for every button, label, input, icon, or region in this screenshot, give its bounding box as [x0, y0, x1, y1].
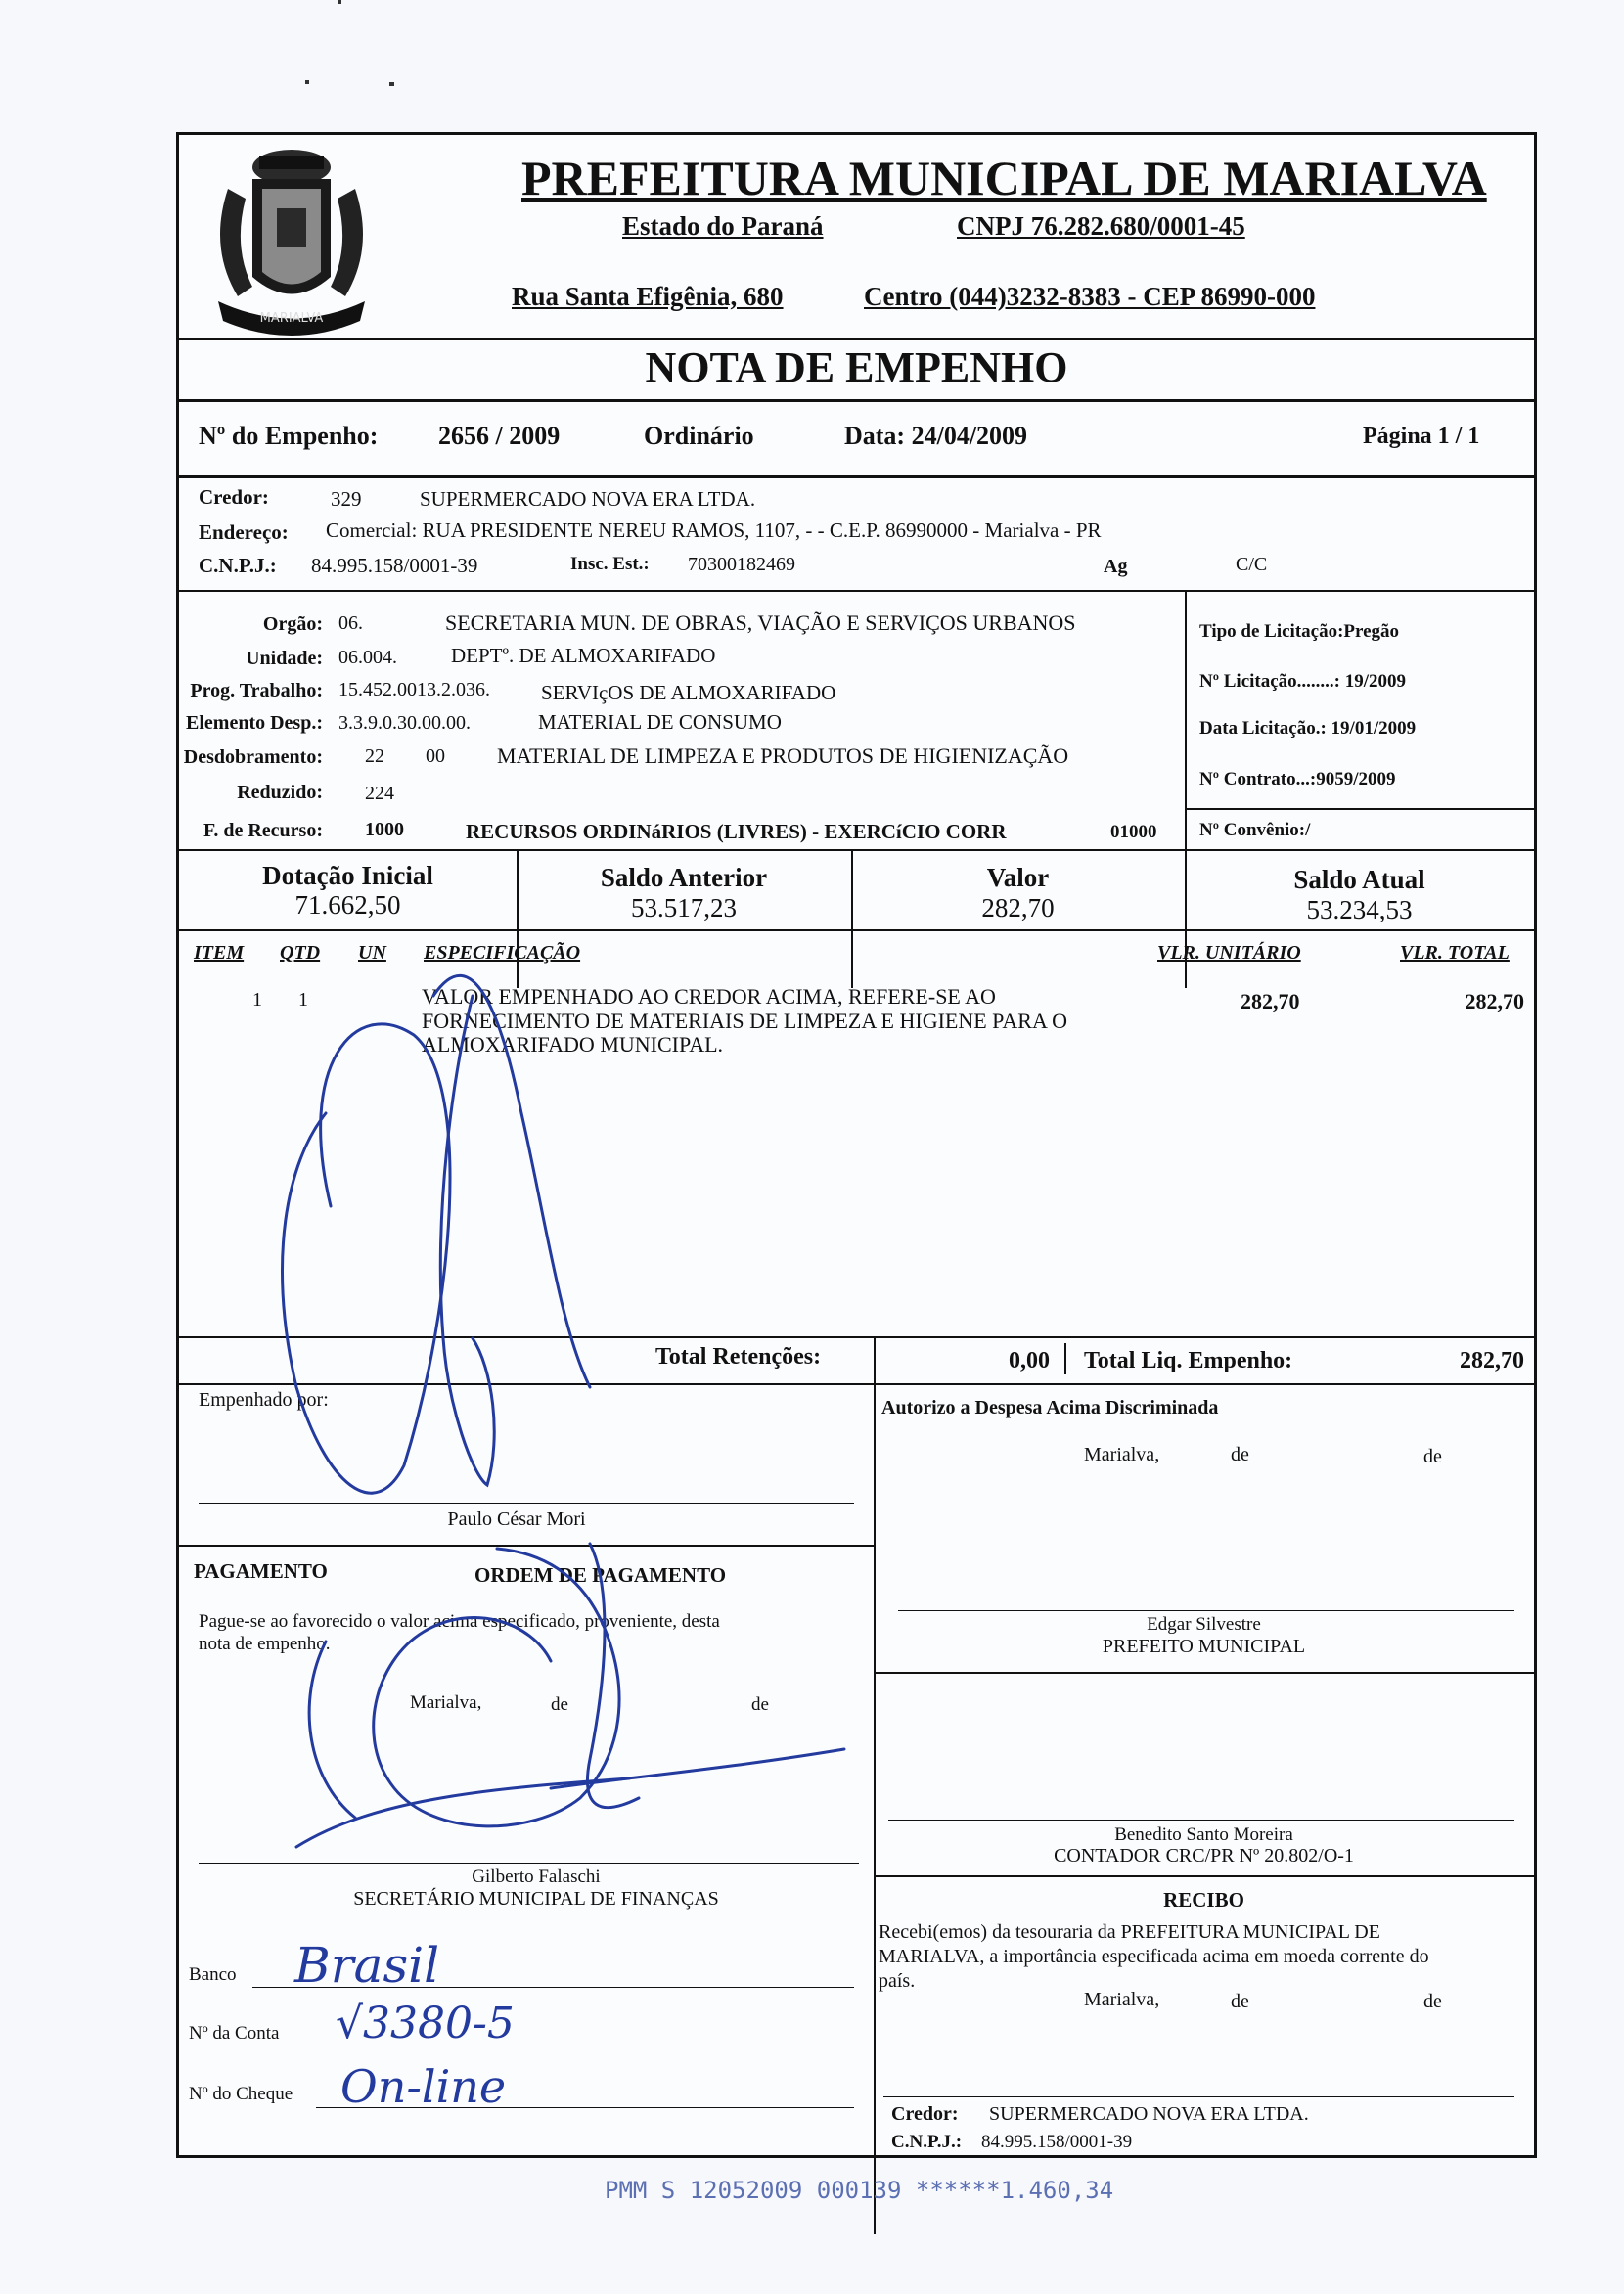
recurso-code-2: 01000 — [1110, 822, 1157, 842]
prefeito-role: PREFEITO MUNICIPAL — [1102, 1636, 1306, 1657]
item-qtd: 1 — [298, 989, 308, 1011]
contact-header: Centro (044)3232-8383 - CEP 86990-000 — [864, 282, 1316, 311]
licitacao-tipo: Tipo de Licitação:Pregão — [1199, 621, 1400, 642]
dotacao-inicial-value: 71.662,50 — [294, 890, 401, 920]
desdobramento-code: 22 — [365, 745, 384, 767]
saldo-atual-value: 53.234,53 — [1306, 895, 1413, 924]
svg-text:MARIALVA: MARIALVA — [259, 311, 324, 326]
total-liquido-label: Total Liq. Empenho: — [1084, 1348, 1293, 1373]
desdobramento-subcode: 00 — [426, 745, 445, 767]
orgao-name: SECRETARIA MUN. DE OBRAS, VIAÇÃO E SERVIÇOS URBANOS — [445, 610, 1076, 635]
col-header-un: UN — [358, 942, 386, 964]
document-title: NOTA DE EMPENHO — [645, 343, 1068, 391]
insc-label: Insc. Est.: — [570, 554, 650, 574]
prog-name: SERVIçOS DE ALMOXARIFADO — [541, 681, 836, 704]
recurso-label: F. de Recurso: — [203, 820, 323, 841]
pagamento-de-1: de — [551, 1694, 568, 1715]
credor-name: SUPERMERCADO NOVA ERA LTDA. — [420, 487, 756, 511]
autorizo-city: Marialva, — [1084, 1444, 1160, 1465]
desdobramento-label: Desdobramento: — [183, 746, 323, 768]
empenho-number-label: Nº do Empenho: — [199, 422, 379, 450]
cheque-handwritten: On-line — [340, 2060, 507, 2113]
dotacao-inicial-label: Dotação Inicial — [262, 861, 433, 890]
col-header-item: ITEM — [194, 942, 245, 964]
col-header-qtd: QTD — [280, 942, 321, 964]
item-spec-line-1: VALOR EMPENHADO AO CREDOR ACIMA, REFERE-SE AO — [422, 984, 996, 1009]
nota-de-empenho-form — [176, 132, 1537, 2158]
state-name: Estado do Paraná — [622, 211, 824, 241]
reduzido-label: Reduzido: — [237, 782, 323, 803]
licitacao-numero: Nº Licitação........: 19/2009 — [1199, 671, 1407, 692]
contador-name: Benedito Santo Moreira — [1114, 1824, 1293, 1845]
autorizo-de-2: de — [1423, 1446, 1442, 1467]
contrato-numero: Nº Contrato...:9059/2009 — [1199, 769, 1396, 789]
credor-code: 329 — [331, 487, 362, 511]
total-liquido-value: 282,70 — [1460, 1348, 1524, 1373]
secretario-role: SECRETÁRIO MUNICIPAL DE FINANÇAS — [353, 1888, 719, 1910]
empenho-date: Data: 24/04/2009 — [844, 422, 1028, 450]
recibo-text-line-3: país. — [879, 1970, 916, 1992]
recibo-credor-label: Credor: — [891, 2103, 959, 2125]
total-retencoes-value: 0,00 — [1009, 1348, 1050, 1373]
item-spec-line-3: ALMOXARIFADO MUNICIPAL. — [422, 1032, 724, 1057]
recibo-de-2: de — [1423, 1991, 1442, 2012]
conta-label: Nº da Conta — [189, 2023, 280, 2044]
valor-label: Valor — [986, 863, 1050, 892]
banco-label: Banco — [189, 1964, 237, 1985]
credor-insc: 70300182469 — [688, 554, 795, 575]
total-retencoes-label: Total Retenções: — [655, 1344, 822, 1370]
orgao-code: 06. — [338, 612, 363, 634]
item-number: 1 — [252, 989, 262, 1011]
margin-speck — [305, 80, 309, 84]
reduzido-code: 224 — [365, 783, 394, 804]
orgao-label: Orgão: — [262, 613, 323, 635]
margin-speck — [338, 0, 341, 4]
credor-address: Comercial: RUA PRESIDENTE NEREU RAMOS, 1107, - - C.E.P. 86990000 - Marialva - PR — [326, 518, 1102, 542]
autorizo-text: Autorizo a Despesa Acima Discriminada — [881, 1397, 1219, 1418]
col-header-total-value: VLR. TOTAL — [1400, 942, 1510, 964]
cheque-label: Nº do Cheque — [189, 2084, 293, 2104]
margin-speck — [389, 82, 394, 86]
address-label: Endereço: — [199, 520, 289, 544]
prog-label: Prog. Trabalho: — [190, 680, 323, 701]
municipality-title: PREFEITURA MUNICIPAL DE MARIALVA — [521, 151, 1487, 205]
recibo-city: Marialva, — [1084, 1989, 1160, 2010]
item-unit-value: 282,70 — [1241, 989, 1300, 1013]
pagamento-label: PAGAMENTO — [194, 1559, 328, 1583]
signature-scribble — [179, 135, 1534, 2155]
credor-label: Credor: — [199, 485, 269, 509]
saldo-atual-label: Saldo Atual — [1293, 865, 1425, 894]
banco-handwritten: Brasil — [294, 1937, 440, 1994]
pagamento-city: Marialva, — [410, 1692, 482, 1713]
empenhado-signer: Paulo César Mori — [447, 1508, 586, 1530]
convenio-numero: Nº Convênio:/ — [1199, 820, 1311, 840]
recibo-text-line-2: MARIALVA, a importância especificada acima em moeda corrente do — [879, 1946, 1429, 1967]
empenho-number: 2656 / 2009 — [438, 422, 561, 450]
empenhado-por-label: Empenhado por: — [199, 1389, 329, 1411]
item-spec-line-2: FORNECIMENTO DE MATERIAIS DE LIMPEZA E HIGIENE PARA O — [422, 1009, 1068, 1033]
credor-cnpj: 84.995.158/0001-39 — [311, 554, 478, 577]
pagamento-text-line-1: Pague-se ao favorecido o valor acima especificado, proveniente, desta — [199, 1611, 720, 1632]
recibo-cnpj-label: C.N.P.J.: — [891, 2132, 963, 2152]
recurso-code: 1000 — [365, 819, 404, 840]
licitacao-data: Data Licitação.: 19/01/2009 — [1199, 718, 1417, 739]
unidade-name: DEPTº. DE ALMOXARIFADO — [451, 644, 716, 667]
page-number: Página 1 / 1 — [1363, 424, 1480, 449]
conta-handwritten: √3380-5 — [336, 1999, 515, 2048]
prefeito-name: Edgar Silvestre — [1147, 1614, 1261, 1635]
recibo-title: RECIBO — [1163, 1888, 1244, 1912]
cnpj-label: C.N.P.J.: — [199, 554, 277, 577]
saldo-anterior-label: Saldo Anterior — [600, 863, 768, 892]
col-header-spec: ESPECIFICAÇÃO — [424, 942, 581, 964]
elemento-name: MATERIAL DE CONSUMO — [538, 710, 782, 734]
contador-role: CONTADOR CRC/PR Nº 20.802/O-1 — [1054, 1845, 1354, 1867]
payment-stamp: PMM S 12052009 000139 ******1.460,34 — [605, 2177, 1114, 2204]
elemento-code: 3.3.9.0.30.00.00. — [338, 712, 471, 734]
col-header-unit-value: VLR. UNITÁRIO — [1157, 942, 1301, 964]
ordem-pagamento-label: ORDEM DE PAGAMENTO — [474, 1563, 727, 1587]
recurso-name: RECURSOS ORDINáRIOS (LIVRES) - EXERCíCIO CORR — [466, 820, 1007, 843]
pagamento-text-line-2: nota de empenho. — [199, 1634, 331, 1654]
valor-value: 282,70 — [981, 893, 1055, 922]
autorizo-de-1: de — [1231, 1444, 1249, 1465]
pagamento-de-2: de — [751, 1694, 769, 1715]
saldo-anterior-value: 53.517,23 — [631, 893, 737, 922]
account-label: C/C — [1236, 554, 1268, 575]
cnpj-header: CNPJ 76.282.680/0001-45 — [957, 211, 1245, 241]
address-header: Rua Santa Efigênia, 680 — [512, 282, 784, 311]
prog-code: 15.452.0013.2.036. — [338, 679, 490, 700]
recibo-cnpj: 84.995.158/0001-39 — [981, 2132, 1133, 2152]
elemento-label: Elemento Desp.: — [186, 712, 323, 734]
agency-label: Ag — [1104, 556, 1128, 577]
desdobramento-name: MATERIAL DE LIMPEZA E PRODUTOS DE HIGIENIZAÇÃO — [497, 743, 1069, 768]
empenho-type: Ordinário — [644, 422, 754, 450]
unidade-label: Unidade: — [246, 648, 323, 669]
unidade-code: 06.004. — [338, 647, 397, 668]
recibo-de-1: de — [1231, 1991, 1249, 2012]
recibo-credor-name: SUPERMERCADO NOVA ERA LTDA. — [989, 2103, 1309, 2125]
secretario-name: Gilberto Falaschi — [472, 1867, 601, 1887]
recibo-text-line-1: Recebi(emos) da tesouraria da PREFEITURA MUNICIPAL DE — [879, 1921, 1380, 1943]
item-total-value: 282,70 — [1465, 989, 1524, 1013]
